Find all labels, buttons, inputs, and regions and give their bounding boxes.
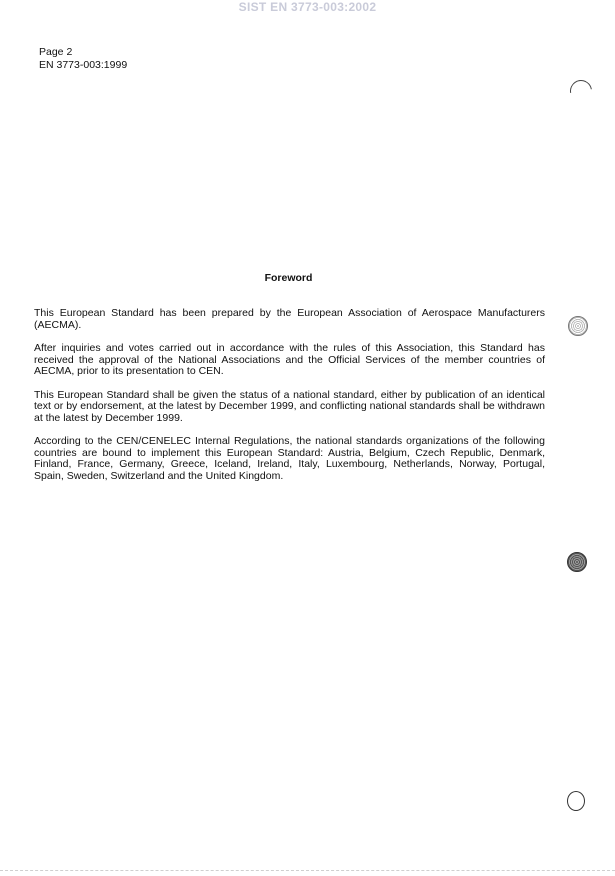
- foreword-body: [34, 308, 545, 494]
- scan-edge-line: [0, 870, 615, 871]
- punch-hole-mark: [568, 316, 588, 336]
- punch-hole-mark: [567, 552, 587, 572]
- paragraph: According to the CEN/CENELEC Internal Regulations, the national standards organizations of the following countries are bound to implement this European Standard: Austria, Belgium, Czech Republic, Denmark, Finland, France, Germany, Greece, Iceland, Ireland, Italy, Luxembourg, Netherlands, Norway, Portugal, Spain, Sweden, Switzerland and the United Kingdom.: [34, 435, 545, 482]
- watermark: SIST EN 3773-003:2002: [238, 0, 377, 14]
- paragraph: This European Standard has been prepared by the European Association of Aerospace Manufacturers (AECMA).: [34, 307, 545, 331]
- paragraph: This European Standard shall be given the status of a national standard, either by publication of an identical text or by endorsement, at the latest by December 1999, and conflicting national standards shall be withdrawn at the latest by December 1999.: [34, 388, 545, 424]
- page-number: Page 2: [39, 46, 73, 58]
- punch-hole-mark: [567, 791, 585, 811]
- page-header: [39, 46, 127, 72]
- standard-number: EN 3773-003:1999: [39, 59, 128, 71]
- punch-hole-mark: [566, 76, 597, 107]
- section-heading: Foreword: [264, 272, 313, 284]
- paragraph: After inquiries and votes carried out in accordance with the rules of this Association, this Standard has received the approval of the National Associations and the Official Services of the member countries of AECMA, prior to its presentation to CEN.: [34, 342, 545, 377]
